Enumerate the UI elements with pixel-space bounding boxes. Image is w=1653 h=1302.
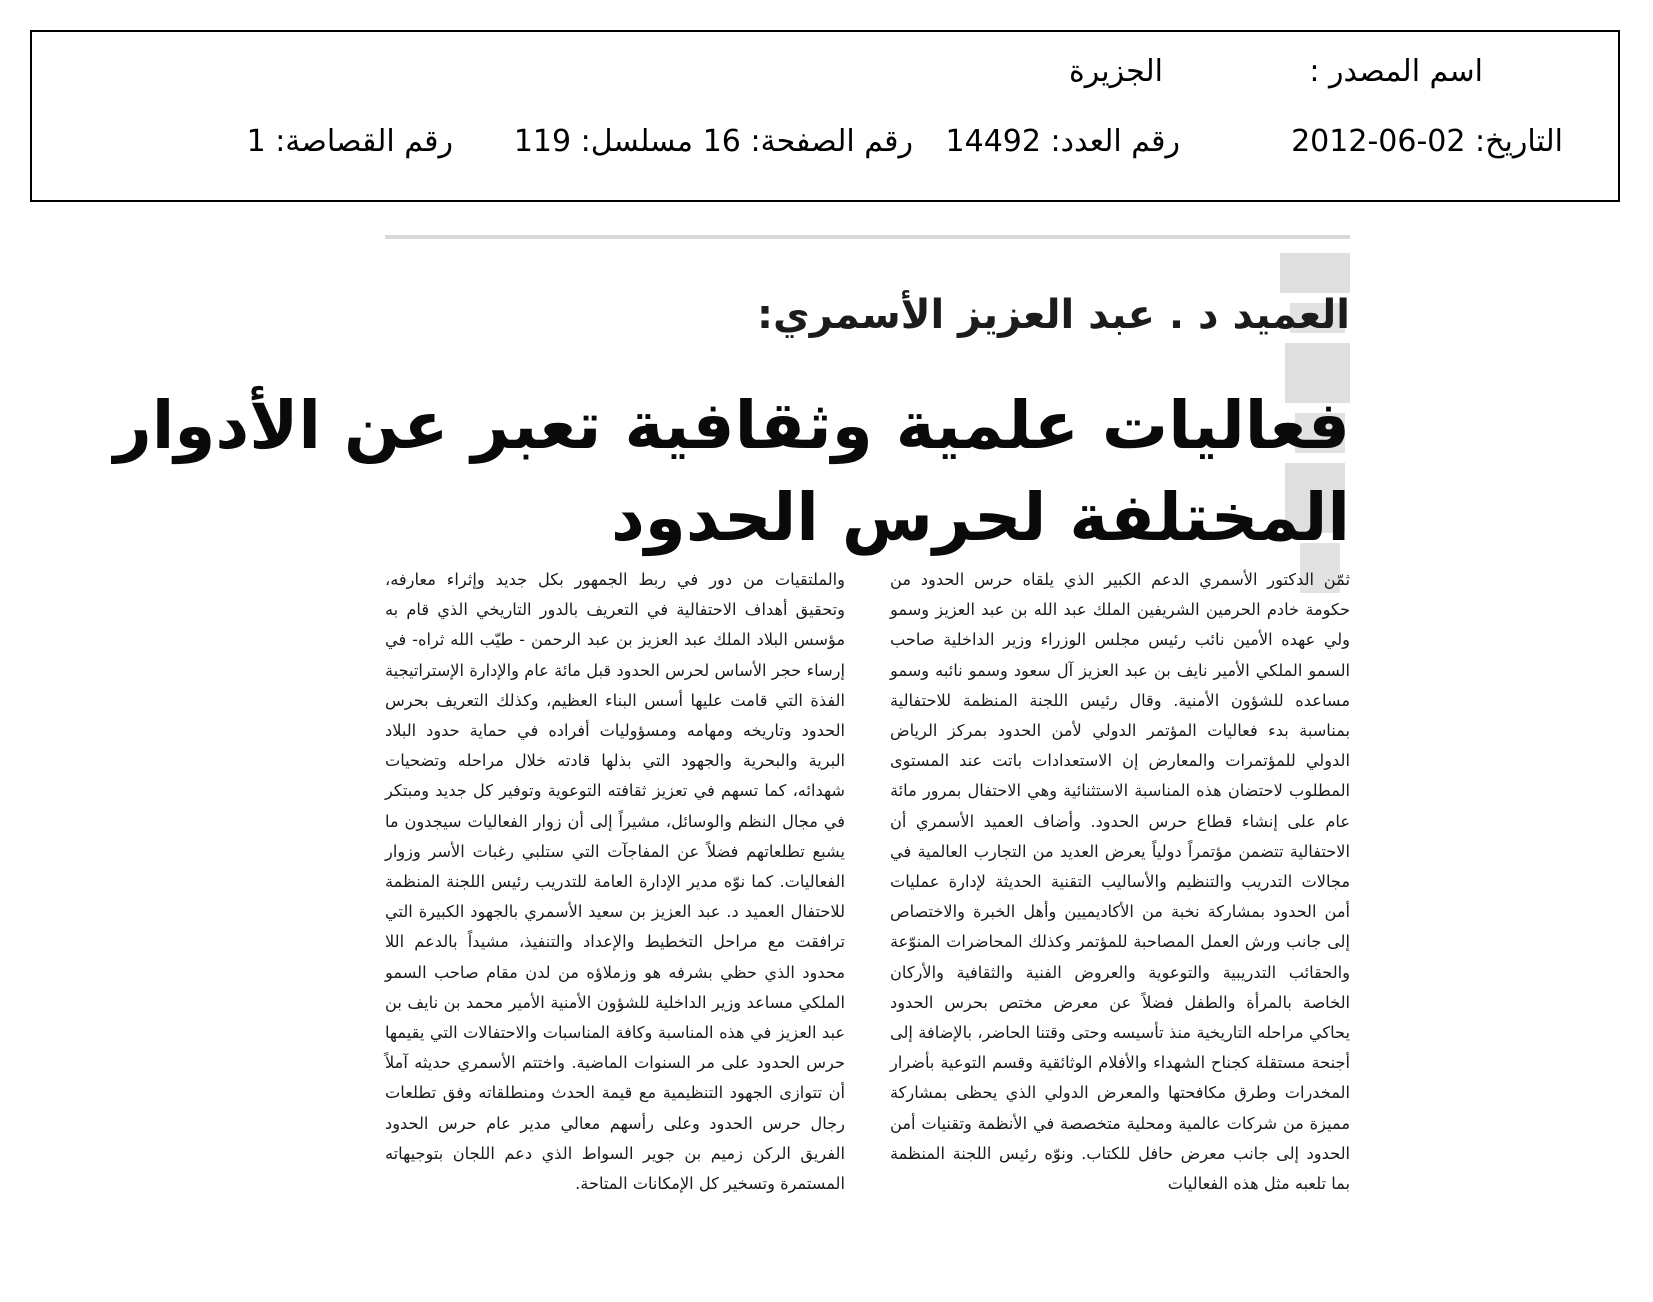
source-value: الجزيرة xyxy=(1068,54,1163,89)
document-header xyxy=(30,30,1620,202)
issue-number: رقم العدد: 14492 xyxy=(945,124,1180,159)
date-field: التاريخ: 02-06-2012 xyxy=(1291,124,1563,159)
article-kicker: العميد د . عبد العزيز الأسمري: xyxy=(757,292,1350,338)
article-column-right xyxy=(890,565,1350,1199)
column-left-text: والملتقيات من دور في ربط الجمهور بكل جديد وإثراء معارفه، وتحقيق أهداف الاحتفالية في التعريف بالدور التاريخي الذي قام به مؤسس البلاد الملك عبد العزيز بن عبد الرحمن - طيّب الله ثراه- في إرساء حجر الأساس لحرس الحدود قبل مائة عام والإدارة الإستراتيجية الفذة التي قامت عليها أسس البناء العظيم، وكذلك التعريف بحرس الحدود وتاريخه ومهامه ومسؤوليات أفراده في حماية حدود البلاد البرية والبحرية والجهود التي بذلها قادته خلال مراحله وتضحيات شهدائه، كما تسهم في تعزيز ثقافته التوعوية وتوفير كل جديد ومبتكر في مجال النظم والوسائل، مشيراً إلى أن زوار الفعاليات سيجدون ما يشبع تطلعاتهم فضلاً عن المفاجآت التي ستلبي رغبات الأسر وزوار الفعاليات. كما نوّه مدير الإدارة العامة للتدريب رئيس اللجنة المنظمة للاحتفال العميد د. عبد العزيز بن سعيد الأسمري بالجهود الكبيرة التي ترافقت مع مراحل التخطيط والإعداد والتنفيذ، مشيداً بالدعم اللا محدود الذي حظي بشرفه هو وزملاؤه من لدن مقام صاحب السمو الملكي مساعد وزير الداخلية للشؤون الأمنية الأمير محمد بن نايف بن عبد العزيز في هذه المناسبة وكافة المناسبات والاحتفالات التي يقيمها حرس الحدود على مر السنوات الماضية. واختتم الأسمري حديثه آملاً أن تتوازى الجهود التنظيمية مع قيمة الحدث ومنطلقاته وفق تطلعات رجال حرس الحدود وعلى رأسهم معالي مدير عام حرس الحدود الفريق الركن زميم بن جوير السواط الذي دعم اللجان بتوجيهاته المستمرة وتسخير كل الإمكانات المتاحة. xyxy=(385,570,845,1194)
source-label: اسم المصدر : xyxy=(1309,54,1483,89)
top-divider xyxy=(385,235,1350,239)
headline-line-1: فعاليات علمية وثقافية تعبر عن الأدوار xyxy=(113,387,1350,464)
page-number: رقم الصفحة: 16 xyxy=(702,124,913,159)
serial-number: مسلسل: 119 xyxy=(513,124,693,159)
headline-line-2: المختلفة لحرس الحدود xyxy=(610,479,1350,556)
article-headline xyxy=(113,380,1350,564)
newspaper-clipping xyxy=(113,235,1350,1285)
column-right-text: ثمّن الدكتور الأسمري الدعم الكبير الذي يلقاه حرس الحدود من حكومة خادم الحرمين الشريفين الملك عبد الله بن عبد العزيز وسمو ولي عهده الأمين نائب رئيس مجلس الوزراء وزير الداخلية صاحب السمو الملكي الأمير نايف بن عبد العزيز آل سعود وسمو نائبه وسمو مساعده للشؤون الأمنية. وقال رئيس اللجنة المنظمة للاحتفالية بمناسبة بدء فعاليات المؤتمر الدولي لأمن الحدود بمركز الرياض الدولي للمؤتمرات والمعارض إن الاستعدادات باتت عند المستوى المطلوب لاحتضان هذه المناسبة الاستثنائية وهي الاحتفال بمرور مائة عام على إنشاء قطاع حرس الحدود. وأضاف العميد الأسمري أن الاحتفالية تتضمن مؤتمراً دولياً يعرض العديد من التجارب العالمية في مجالات التدريب والتنظيم والأساليب التقنية الحديثة لإدارة عمليات أمن الحدود بمشاركة نخبة من الأكاديميين وأهل الخبرة والاختصاص إلى جانب ورش العمل المصاحبة للمؤتمر وكذلك المحاضرات المنوّعة والحقائب التدريبية والتوعوية والعروض الفنية والثقافية والأركان الخاصة بالمرأة والطفل فضلاً عن معرض مختص بحرس الحدود يحاكي مراحله التاريخية منذ تأسيسه وحتى وقتنا الحاضر، بالإضافة إلى أجنحة مستقلة كجناح الشهداء والأفلام الوثائقية وقسم التوعية بأضرار المخدرات وطرق مكافحتها والمعرض الدولي الذي يحظى بمشاركة مميزة من شركات عالمية ومحلية متخصصة في الأنظمة وتقنيات أمن الحدود إلى جانب معرض حافل للكتاب. ونوّه رئيس اللجنة المنظمة بما تلعبه مثل هذه الفعاليات xyxy=(890,570,1350,1194)
article-column-left xyxy=(385,565,845,1199)
clipping-number: رقم القصاصة: 1 xyxy=(246,124,453,159)
